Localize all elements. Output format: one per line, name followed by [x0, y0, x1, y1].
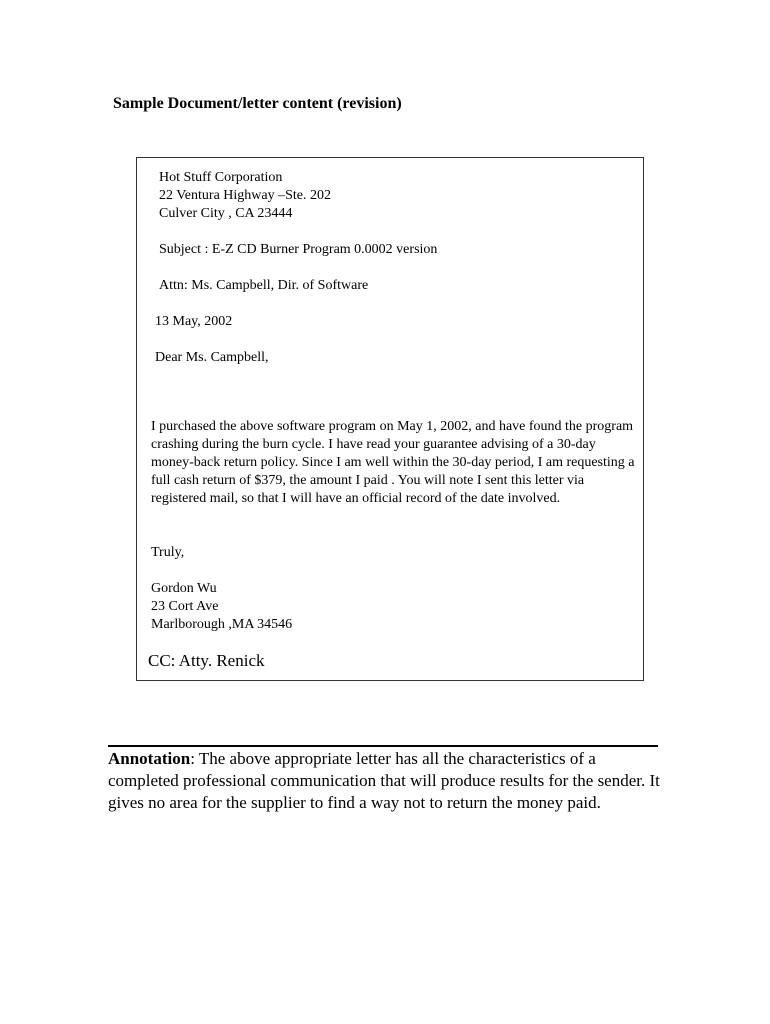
- letter-salutation: Dear Ms. Campbell,: [155, 350, 269, 365]
- sender-city: Marlborough ,MA 34546: [151, 617, 293, 632]
- annotation-label: Annotation: [108, 749, 191, 768]
- letter-attn: Attn: Ms. Campbell, Dir. of Software: [159, 278, 369, 293]
- sender-name: Gordon Wu: [151, 581, 217, 596]
- document-title: Sample Document/letter content (revision): [113, 95, 402, 112]
- letter-box: [136, 157, 644, 681]
- letter-body: I purchased the above software program on May 1, 2002, and have found the program crashing during the burn cycle. I have read your guarantee advising of a 30-day money-back return policy. Since I am well within the 30-day period, I am requesting a full cash return of $379, the amount I paid . You will note I sent this letter via registered mail, so that I will have an official record of the date involved.: [151, 419, 635, 506]
- letter-date: 13 May, 2002: [155, 314, 233, 329]
- annotation-paragraph: [108, 748, 664, 814]
- annotation-divider: [108, 745, 658, 747]
- sender-street: 23 Cort Ave: [151, 599, 219, 614]
- recipient-name: Hot Stuff Corporation: [159, 170, 283, 185]
- recipient-city: Culver City , CA 23444: [159, 206, 293, 221]
- letter-closing: Truly,: [151, 545, 185, 560]
- recipient-street: 22 Ventura Highway –Ste. 202: [159, 188, 331, 203]
- letter-subject: Subject : E-Z CD Burner Program 0.0002 version: [159, 242, 438, 257]
- letter-cc: CC: Atty. Renick: [148, 651, 265, 670]
- annotation-text: : The above appropriate letter has all the characteristics of a completed professional communication that will produce results for the sender. It gives no area for the supplier to find a way not to return the money paid.: [108, 749, 660, 812]
